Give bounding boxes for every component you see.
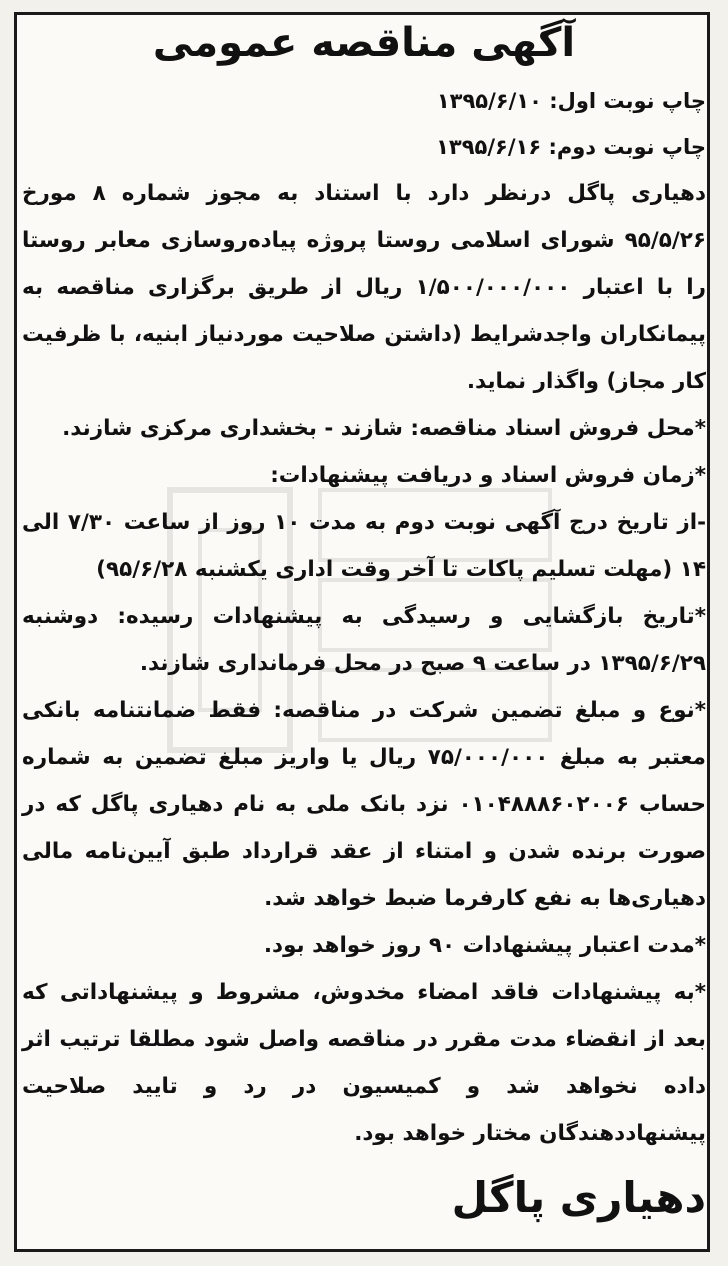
notice-content bbox=[22, 8, 706, 1157]
notice-title: آگهی مناقصه عمومی bbox=[152, 20, 576, 66]
paragraph-sale-time: -از تاریخ درج آگهی نوبت دوم به مدت ۱۰ روز از ساعت ۷/۳۰ الی ۱۴ (مهلت تسلیم پاکات تا آخر وقت اداری یکشنبه ۹۵/۶/۲۸) bbox=[22, 510, 707, 582]
paragraph-sale-time-heading: *زمان فروش اسناد و دریافت پیشنهادات: bbox=[270, 463, 706, 488]
paragraph-intro: دهیاری پاگل درنظر دارد با استناد به مجوز شماره ۸ مورخ ۹۵/۵/۲۶ شورای اسلامی روستا پروژه پیاده‌روسازی معابر روستا را با اعتبار ۱/۵۰۰/۰۰۰/۰۰۰ ریال از طریق برگزاری مناقصه به پیمانکاران واجدشرایط (داشتن صلاحیت موردنیاز ابنیه، با ظرفیت کار مجاز) واگذار نماید. bbox=[22, 181, 706, 394]
second-print-date: چاپ نوبت دوم: ۱۳۹۵/۶/۱۶ bbox=[436, 135, 706, 159]
paragraph-conditions: *به پیشنهادات فاقد امضاء مخدوش، مشروط و پیشنهاداتی که بعد از انقضاء مدت مقرر در مناقصه واصل شود مطلقا ترتیب اثر داده نخواهد شد و کمیسیون در رد و تایید صلاحیت پیشنهاددهندگان مختار خواهد بود. bbox=[22, 980, 706, 1146]
paragraph-guarantee: *نوع و مبلغ تضمین شرکت در مناقصه: فقط ضمانتنامه بانکی معتبر به مبلغ ۷۵/۰۰۰/۰۰۰ ریال یا واریز مبلغ تضمین به شماره حساب ۰۱۰۴۸۸۸۶۰۲۰۰۶ نزد بانک ملی به نام دهیاری پاگل که در صورت برنده شدن و امتناء از عقد قرارداد طبق آیین‌نامه مالی دهیاری‌ها به نفع کارفرما ضبط خواهد شد. bbox=[22, 698, 706, 911]
first-print-date: چاپ نوبت اول: ۱۳۹۵/۶/۱۰ bbox=[436, 89, 706, 113]
paragraph-opening-date: *تاریخ بازگشایی و رسیدگی به پیشنهادات رسیده: دوشنبه ۱۳۹۵/۶/۲۹ در ساعت ۹ صبح در محل فرمانداری شازند. bbox=[22, 604, 706, 676]
signature-issuer: دهیاری پاگل bbox=[451, 1173, 706, 1222]
paragraph-sale-location: *محل فروش اسناد مناقصه: شازند - بخشداری مرکزی شازند. bbox=[62, 416, 706, 441]
paragraph-validity: *مدت اعتبار پیشنهادات ۹۰ روز خواهد بود. bbox=[263, 933, 706, 958]
